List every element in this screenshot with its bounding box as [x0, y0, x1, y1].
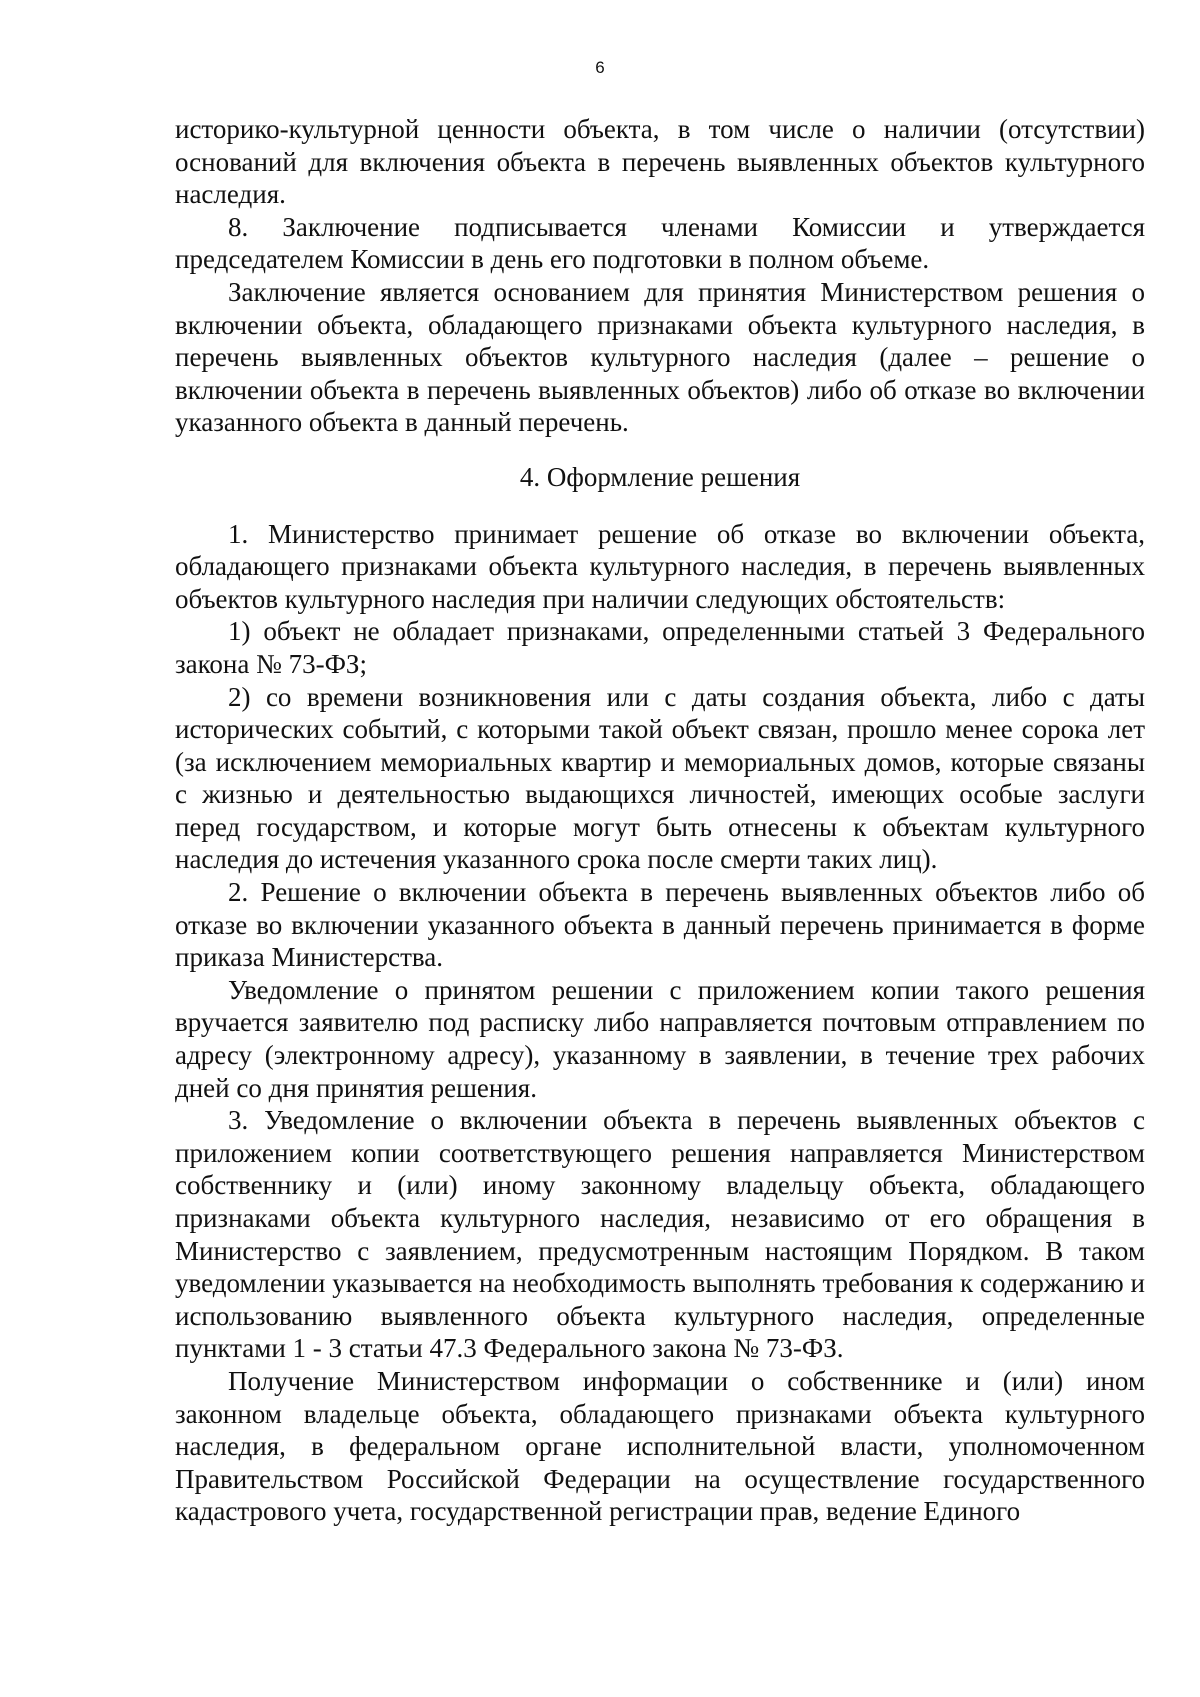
paragraph-item-8: 8. Заключение подписывается членами Комиссии и утверждается председателем Комиссии в день его подготовки в полном объеме.	[175, 211, 1145, 275]
paragraph-information: Получение Министерством информации о собственнике и (или) ином законном владельце объекта, обладающего признаками объекта культурного наследия, в федеральном органе исполнительной власти, уполномоченном Правительством Российской Федерации на осуществление государственного кадастрового учета, государственной регистрации прав, ведение Единого	[175, 1365, 1145, 1527]
paragraph-item-1: 1. Министерство принимает решение об отказе во включении объекта, обладающего признаками объекта культурного наследия, в перечень выявленных объектов культурного наследия при наличии следующих обстоятельств:	[175, 518, 1145, 614]
paragraph-notification: Уведомление о принятом решении с приложением копии такого решения вручается заявителю под расписку либо направляется почтовым отправлением по адресу (электронному адресу), указанному в заявлении, в течение трех рабочих дней со дня принятия решения.	[175, 974, 1145, 1103]
paragraph-item-2: 2. Решение о включении объекта в перечень выявленных объектов либо об отказе во включении указанного объекта в данный перечень принимается в форме приказа Министерства.	[175, 877, 1145, 973]
document-body	[175, 113, 1145, 1528]
paragraph-conclusion-basis: Заключение является основанием для принятия Министерством решения о включении объекта, обладающего признаками объекта культурного наследия, в перечень выявленных объектов культурного наследия (далее – решение о включении объекта в перечень выявленных объектов) либо об отказе во включении указанного объекта в данный перечень.	[175, 276, 1145, 438]
paragraph-subitem-2: 2) со времени возникновения или с даты создания объекта, либо с даты исторических событий, с которыми такой объект связан, прошло менее сорока лет (за исключением мемориальных квартир и мемориальных домов, которые связаны с жизнью и деятельностью выдающихся личностей, имеющих особые заслуги перед государством, и которые могут быть отнесены к объектам культурного наследия до истечения указанного срока после смерти таких лиц).	[175, 681, 1145, 875]
paragraph-subitem-1: 1) объект не обладает признаками, определенными статьей 3 Федерального закона № 73-ФЗ;	[175, 616, 1145, 679]
page-number: 6	[595, 58, 605, 77]
paragraph-continuation: историко-культурной ценности объекта, в том числе о наличии (отсутствии) оснований для включения объекта в перечень выявленных объектов культурного наследия.	[175, 114, 1145, 210]
paragraph-item-3: 3. Уведомление о включении объекта в перечень выявленных объектов с приложением копии соответствующего решения направляется Министерством собственнику и (или) иному законному владельцу объекта, обладающего признаками объекта культурного наследия, независимо от его обращения в Министерство с заявлением, предусмотренным настоящим Порядком. В таком уведомлении указывается на необходимость выполнять требования к содержанию и использованию выявленного объекта культурного наследия, определенные пунктами 1 - 3 статьи 47.3 Федерального закона № 73-ФЗ.	[175, 1105, 1145, 1364]
section-heading: 4. Оформление решения	[519, 461, 801, 492]
